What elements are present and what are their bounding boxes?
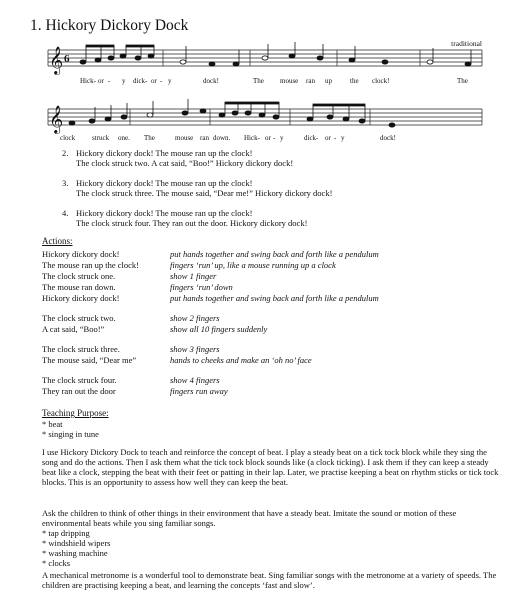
lyric-syllable: Hick-	[244, 134, 260, 142]
lyric-syllable: dick-	[304, 134, 319, 142]
verse-line: The clock struck two. A cat said, “Boo!” Hickory dickory dock!	[76, 158, 294, 168]
verse-number: 4.	[62, 208, 69, 218]
teaching-purpose-list	[42, 419, 99, 439]
verse-line: Hickory dickory dock! The mouse ran up the clock!	[76, 178, 253, 188]
paragraph-metronome: A mechanical metronome is a wonderful tool to demonstrate beat. Sing familiar songs with the metronome at a variety of speeds. The children are practising keeping a beat, and learning the concepts ‘fast and slow’.	[42, 570, 497, 590]
verse-line: The clock struck three. The mouse said, “Dear me!” Hickory dickory dock!	[76, 188, 333, 198]
music-staff-2	[0, 95, 529, 145]
action-row	[42, 271, 379, 282]
action-lyric: The clock struck one.	[42, 271, 116, 281]
actions-heading: Actions:	[42, 236, 73, 246]
action-row	[42, 355, 379, 366]
verses	[62, 148, 332, 238]
lyric-syllable: The	[457, 77, 468, 85]
action-row	[42, 249, 379, 260]
verse-2	[62, 148, 332, 168]
list-item: * beat	[42, 419, 63, 429]
list-item: * washing machine	[42, 548, 108, 558]
action-lyric: The mouse ran down.	[42, 282, 116, 292]
verse-number: 2.	[62, 148, 69, 158]
action-lyric: They ran out the door	[42, 386, 116, 396]
action-description: show all 10 fingers suddenly	[170, 324, 268, 334]
lyric-syllable: or	[98, 77, 104, 85]
lyric-syllable: Hick-	[80, 77, 96, 85]
action-row	[42, 386, 379, 397]
lyric-syllable: clock	[60, 134, 76, 142]
action-description: show 1 finger	[170, 271, 217, 281]
song-credit: traditional	[451, 39, 482, 48]
lyric-syllable: y	[341, 134, 345, 142]
lyric-syllable: or	[151, 77, 157, 85]
action-description: fingers ‘run’ down	[170, 282, 233, 292]
lyric-syllable: The	[253, 77, 264, 85]
lyric-syllable: or	[265, 134, 271, 142]
lyric-syllable: y	[280, 134, 284, 142]
verse-4	[62, 208, 332, 228]
lyric-syllable: struck	[92, 134, 110, 142]
action-lyric: A cat said, “Boo!”	[42, 324, 105, 334]
action-row	[42, 375, 379, 386]
action-row	[42, 344, 379, 355]
lyric-syllable: dock!	[203, 77, 219, 85]
action-lyric: The clock struck two.	[42, 313, 116, 323]
lyric-syllable: y	[168, 77, 172, 85]
lyric-syllable: up	[325, 77, 332, 85]
verse-line: Hickory dickory dock! The mouse ran up the clock!	[76, 148, 253, 158]
lyric-syllable: mouse	[175, 134, 194, 142]
action-lyric: The clock struck three.	[42, 344, 120, 354]
lyric-syllable: down.	[213, 134, 231, 142]
action-row	[42, 313, 379, 324]
lyric-syllable: or	[325, 134, 331, 142]
action-lyric: The mouse ran up the clock!	[42, 260, 140, 270]
action-lyric: Hickory dickory dock!	[42, 249, 120, 259]
paragraph-beat: I use Hickory Dickory Dock to teach and reinforce the concept of beat. I play a steady beat on a tick tock block while they sing the song and do the actions. Then I ask them what the tick tock block sounds like (a clock ticking). I ask them if they can keep a steady beat like a clock, stepping the beat with their feet or patting in their lap. Later, we practise keeping a beat on rhythm sticks or tick tock blocks. This is an opportunity to assess how well they can keep the beat.	[42, 447, 499, 487]
lyric-syllable: dick-	[133, 77, 148, 85]
lyric-syllable: mouse	[280, 77, 299, 85]
lyric-syllable: The	[144, 134, 155, 142]
verse-line: Hickory dickory dock! The mouse ran up the clock!	[76, 208, 253, 218]
treble-clef-icon-2: 𝄞	[49, 105, 64, 133]
actions-table	[42, 249, 379, 397]
song-title: 1. Hickory Dickory Dock	[30, 17, 189, 34]
action-description: fingers ‘run’ up, like a mouse running up a clock	[170, 260, 336, 270]
paragraph-environment: Ask the children to think of other things in their environment that have a steady beat. Imitate the sound or motion of these environmental beats while you sing familiar songs.	[42, 508, 457, 528]
lyric-syllable: ran	[306, 77, 315, 85]
action-lyric: Hickory dickory dock!	[42, 293, 120, 303]
action-description: put hands together and swing back and forth like a pendulum	[170, 293, 379, 303]
action-lyric: The clock struck four.	[42, 375, 117, 385]
treble-clef-icon: 𝄞	[49, 46, 64, 74]
lyrics-line-1	[80, 77, 468, 85]
action-lyric: The mouse said, “Dear me”	[42, 355, 137, 365]
lyric-syllable: -	[334, 134, 337, 142]
action-description: show 2 fingers	[170, 313, 220, 323]
list-item: * windshield wipers	[42, 538, 111, 548]
lyric-syllable: clock!	[372, 77, 390, 85]
lyric-syllable: -	[273, 134, 276, 142]
list-item: * clocks	[42, 558, 71, 568]
action-description: fingers run away	[170, 386, 228, 396]
action-row	[42, 293, 379, 304]
action-description: show 3 fingers	[170, 344, 220, 354]
verse-3	[62, 178, 332, 198]
action-description: hands to cheeks and make an ‘oh no’ face	[170, 355, 312, 365]
list-item: * tap dripping	[42, 528, 90, 538]
teaching-purpose-heading: Teaching Purpose:	[42, 408, 109, 418]
list-item: * singing in tune	[42, 429, 99, 439]
action-description: show 4 fingers	[170, 375, 220, 385]
lyric-syllable: y	[122, 77, 126, 85]
verse-line: The clock struck four. They ran out the door. Hickory dickory dock!	[76, 218, 308, 228]
music-staff-1	[0, 0, 529, 100]
lyric-syllable: ran	[200, 134, 209, 142]
lyric-syllable: one.	[118, 134, 130, 142]
verse-number: 3.	[62, 178, 69, 188]
environment-list	[42, 528, 504, 568]
lyric-syllable: the	[350, 77, 359, 85]
lyrics-line-2	[60, 134, 396, 142]
lyric-syllable: dock!	[380, 134, 396, 142]
action-row	[42, 324, 379, 335]
action-description: put hands together and swing back and forth like a pendulum	[170, 249, 379, 259]
time-signature: 6	[64, 53, 70, 65]
lyric-syllable: -	[108, 77, 111, 85]
lyric-syllable: -	[160, 77, 163, 85]
action-row	[42, 282, 379, 293]
action-row	[42, 260, 379, 271]
